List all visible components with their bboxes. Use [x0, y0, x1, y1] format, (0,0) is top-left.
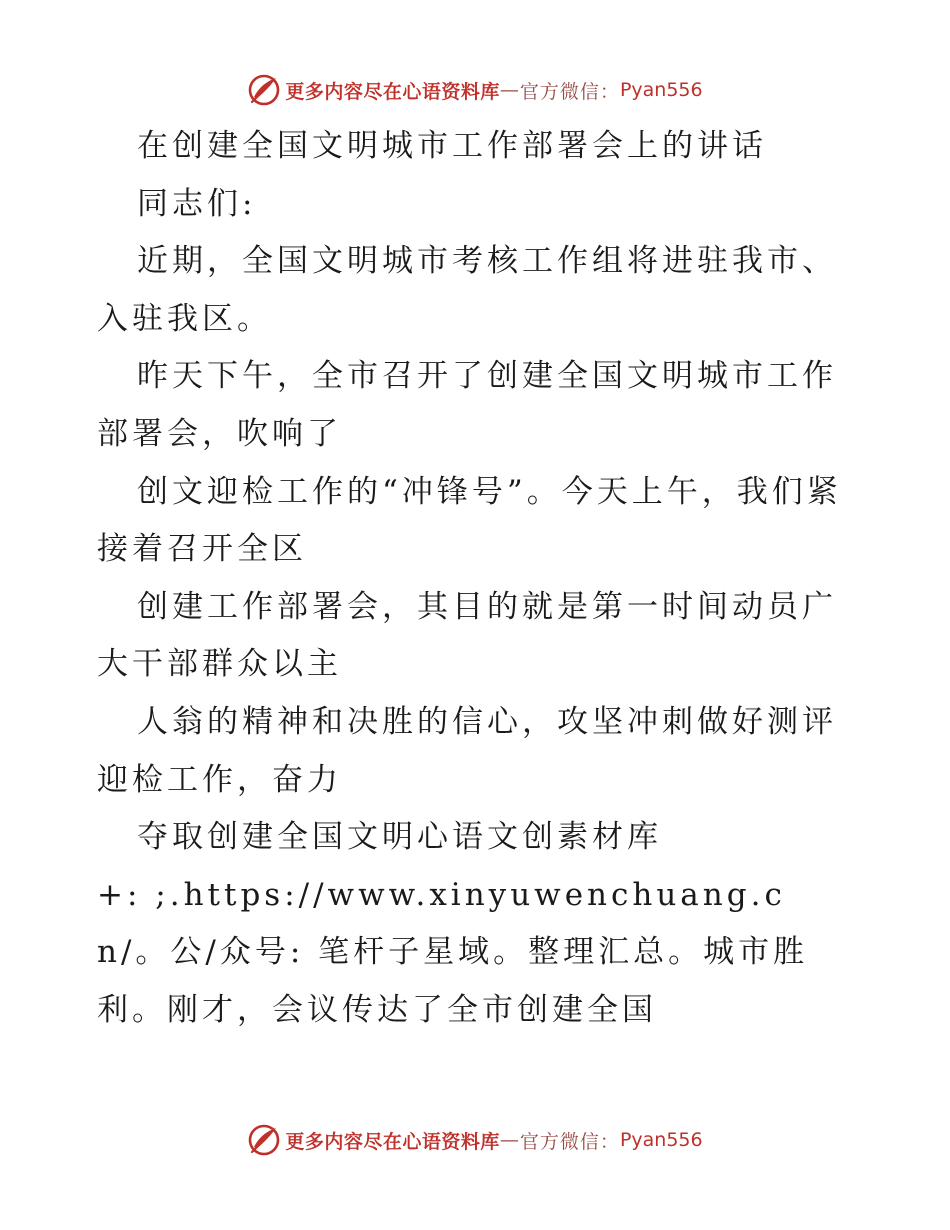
quill-logo-icon [247, 73, 281, 107]
watermark-wechat-label: 官方微信： [519, 80, 620, 103]
paragraph: 昨天下午，全市召开了创建全国文明城市工作部署会，吹响了 [97, 358, 837, 452]
quill-logo-icon [247, 1123, 281, 1157]
document-title: 在创建全国文明城市工作部署会上的讲话 [137, 128, 767, 164]
watermark-wechat-label: 官方微信： [519, 1130, 620, 1153]
paragraph: 同志们: [137, 185, 257, 222]
document-body [97, 118, 857, 1040]
watermark-wechat-id: Pyan556 [619, 1129, 703, 1151]
paragraph: 人翁的精神和决胜的信心，攻坚冲刺做好测评迎检工作，奋力 [97, 703, 837, 798]
watermark-text: 更多内容尽在心语资料库 [285, 80, 500, 103]
paragraph: 创文迎检工作的“冲锋号”。今天上午，我们紧接着召开全区 [97, 473, 842, 568]
watermark-separator: — [499, 79, 520, 101]
header-watermark [0, 70, 950, 110]
paragraph: 近期，全国文明城市考核工作组将进驻我市、入驻我区。 [97, 243, 837, 337]
paragraph: 夺取创建全国文明心语文创素材库 [137, 819, 662, 856]
watermark-text: 更多内容尽在心语资料库 [285, 1130, 500, 1153]
paragraph: 创建工作部署会，其目的就是第一时间动员广大干部群众以主 [97, 588, 837, 683]
watermark-separator: — [499, 1129, 520, 1151]
watermark-wechat-id: Pyan556 [619, 79, 703, 101]
paragraph: +: ;.https://www.xinyuwenchuang.cn/。公/众号: 笔杆子星域。整理汇总。城市胜利。刚才，会议传达了全市创建全国 [97, 876, 809, 1028]
footer-watermark [0, 1120, 950, 1160]
